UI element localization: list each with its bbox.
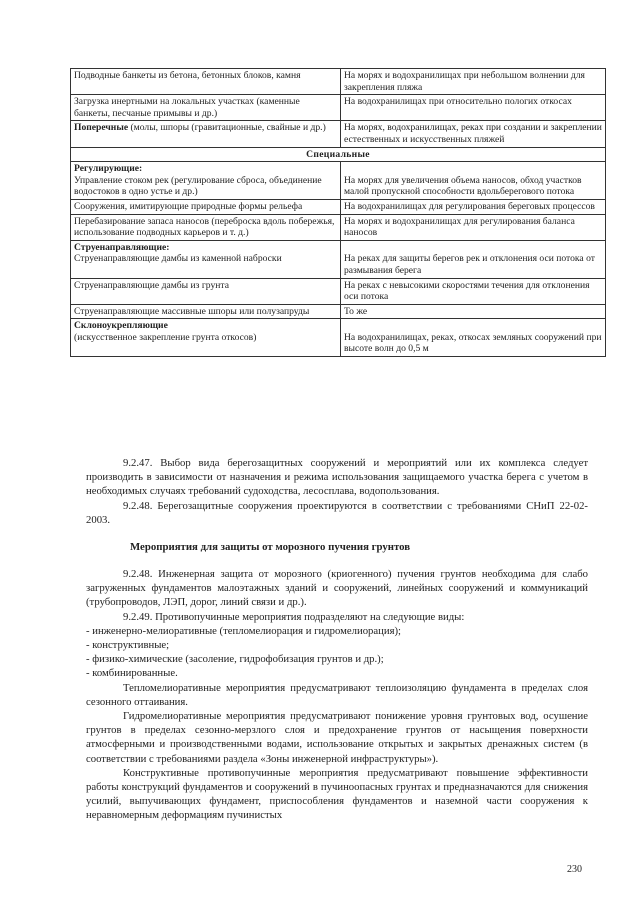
table-cell-application: На морях, водохранилищах, реках при создании и закреплении естественных и искусственных пляжей	[341, 121, 606, 147]
table-cell-application: На морях и водохранилищах при небольшом волнении для закрепления пляжа	[341, 69, 606, 95]
paragraph-9-2-47: 9.2.47. Выбор вида берегозащитных сооружений и мероприятий или их комплекса следует производить в зависимости от назначения и режима использования защищаемого участка берега с учетом в необходимых случаях требований судоходства, лесосплава, водопользования.	[86, 457, 588, 498]
table-cell-type: Загрузка инертными на локальных участках (каменные банкеты, песчаные примывы и др.)	[71, 95, 341, 121]
coastal-protection-table	[70, 68, 606, 357]
table-row	[71, 95, 606, 121]
table-cell-type: Склоноукрепляющие (искусственное закрепление грунта откосов)	[71, 319, 341, 357]
table-row	[71, 121, 606, 147]
table-cell-application: На реках с невысокими скоростями течения для отклонения оси потока	[341, 278, 606, 304]
table-cell-type: Перебазирование запаса наносов (переброска вдоль побережья, использование подводных карьеров и т. д.)	[71, 214, 341, 240]
paragraph-constructive: Конструктивные противопучинные мероприятия предусматривают повышение эффективности работы конструкций фундаментов и сооружений в пучиноопасных грунтах и предназначаются для снижения усилий, выпучивающих фундамент, приспособления фундаментов и наземной части сооружения к неравномерным деформациям пучинистых	[86, 766, 588, 822]
section-title: Мероприятия для защиты от морозного пучения грунтов	[130, 541, 411, 553]
table-cell-application: На водохранилищах при относительно пологих откосах	[341, 95, 606, 121]
table-row	[71, 319, 606, 357]
list-item: - комбинированные.	[86, 667, 178, 680]
paragraph-hydro: Гидромелиоративные мероприятия предусматривают понижение уровня грунтовых вод, осушение грунтов в пределах сезонно-мерзлого слоя и предохранение грунтов от насыщения поверхности атмосферными и производственными водами, использование открытых и закрытых дренажных систем (в соответствии с требованиями раздела «Зоны инженерной инфраструктуры»).	[86, 710, 588, 765]
table-cell-type: Струенаправляющие массивные шпоры или полузапруды	[71, 304, 341, 319]
table-row	[71, 278, 606, 304]
table-cell-application: На морях и водохранилищах для регулирования баланса наносов	[341, 214, 606, 240]
table-row	[71, 162, 606, 200]
list-item: - физико-химические (засоление, гидрофобизация грунтов и др.);	[86, 653, 384, 666]
paragraphs-top	[86, 456, 588, 527]
paragraph-9-2-48-frost: 9.2.48. Инженерная защита от морозного (криогенного) пучения грунтов необходима для слабо загруженных фундаментов малоэтажных зданий и сооружений, линейных сооружений и коммуникаций (трубопроводов, ЛЭП, дорог, линий связи и др.).	[86, 568, 588, 609]
table-cell-type: Струенаправляющие: Струенаправляющие дамбы из каменной наброски	[71, 240, 341, 278]
paragraph-9-2-49: 9.2.49. Противопучинные мероприятия подразделяют на следующие виды:	[123, 610, 465, 623]
table-row	[71, 214, 606, 240]
table-cell-type: Регулирующие: Управление стоком рек (регулирование сброса, объединение водостоков в одно устье и др.)	[71, 162, 341, 200]
list-item: - конструктивные;	[86, 639, 170, 652]
page-number: 230	[567, 864, 582, 875]
table-cell-type: Подводные банкеты из бетона, бетонных блоков, камня	[71, 69, 341, 95]
table-row	[71, 69, 606, 95]
table-cell-application: На водохранилищах, реках, откосах земляных сооружений при высоте волн до 0,5 м	[341, 319, 606, 357]
paragraph-thermal: Тепломелиоративные мероприятия предусматривают теплоизоляцию фундамента в пределах слоя сезонного оттаивания.	[86, 681, 588, 708]
table-section-row	[71, 147, 606, 162]
table-cell-type: Сооружения, имитирующие природные формы рельефа	[71, 199, 341, 214]
table-row	[71, 304, 606, 319]
paragraphs-bottom	[86, 567, 588, 823]
list-item: - инженерно-мелиоративные (тепломелиорация и гидромелиорация);	[86, 624, 402, 637]
table-cell-application: То же	[341, 304, 606, 319]
table-cell-type: Поперечные (молы, шпоры (гравитационные, свайные и др.)	[71, 121, 341, 147]
table-cell-application: На морях для увеличения объема наносов, обход участков малой пропускной способности вдольберегового потока	[341, 162, 606, 200]
table-cell-application: На реках для защиты берегов рек и отклонения оси потока от размывания берега	[341, 240, 606, 278]
table-cell-type: Струенаправляющие дамбы из грунта	[71, 278, 341, 304]
paragraph-9-2-48: 9.2.48. Берегозащитные сооружения проектируются в соответствии с требованиями СНиП 22-02-2003.	[86, 499, 588, 526]
table-cell-application: На водохранилищах для регулирования береговых процессов	[341, 199, 606, 214]
table-row	[71, 199, 606, 214]
table-section-heading: Специальные	[71, 147, 606, 162]
table-row	[71, 240, 606, 278]
